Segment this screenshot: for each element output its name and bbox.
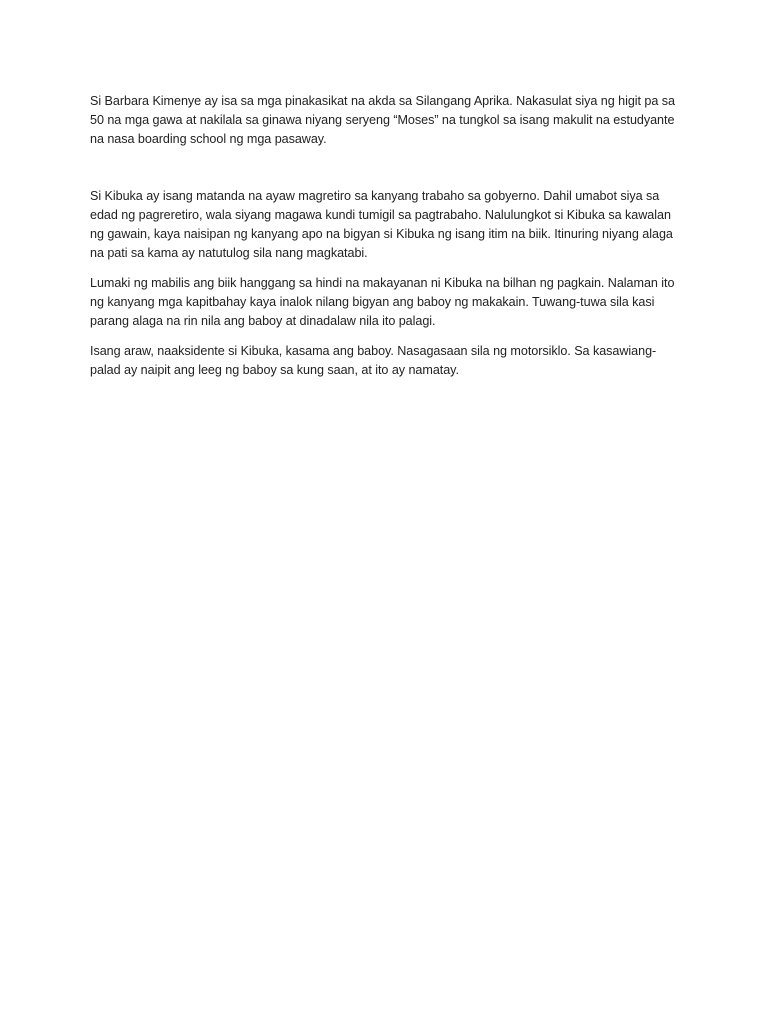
paragraph-kibuka-retirement: Si Kibuka ay isang matanda na ayaw magretiro sa kanyang trabaho sa gobyerno. Dahil umabot siya sa edad ng pagreretiro, wala siyang magawa kundi tumigil sa pagtrabaho. Nalulungkot si Kibuka sa kawalan ng gawain, kaya naisipan ng kanyang apo na bigyan si Kibuka ng isang itim na biik. Itinuring niyang alaga na pati sa kama ay natutulog sila nang magkatabi.: [90, 189, 673, 260]
paragraph-piglet-grows: Lumaki ng mabilis ang biik hanggang sa hindi na makayanan ni Kibuka na bilhan ng pagkain. Nalaman ito ng kanyang mga kapitbahay kaya inalok nilang bigyan ang baboy ng makakain. Tuwang-tuwa sila kasi parang alaga na rin nila ang baboy at dinadalaw nila ito palagi.: [90, 276, 675, 328]
paragraph-accident: Isang araw, naaksidente si Kibuka, kasama ang baboy. Nasagasaan sila ng motorsiklo. Sa kasawiang-palad ay naipit ang leeg ng baboy sa kung saan, at ito ay namatay.: [90, 344, 657, 377]
document-body: [90, 92, 682, 391]
paragraph-author-intro: Si Barbara Kimenye ay isa sa mga pinakasikat na akda sa Silangang Aprika. Nakasulat siya ng higit pa sa 50 na mga gawa at nakilala sa ginawa niyang seryeng “Moses” na tungkol sa isang makulit na estudyante na nasa boarding school ng mga pasaway.: [90, 94, 675, 146]
